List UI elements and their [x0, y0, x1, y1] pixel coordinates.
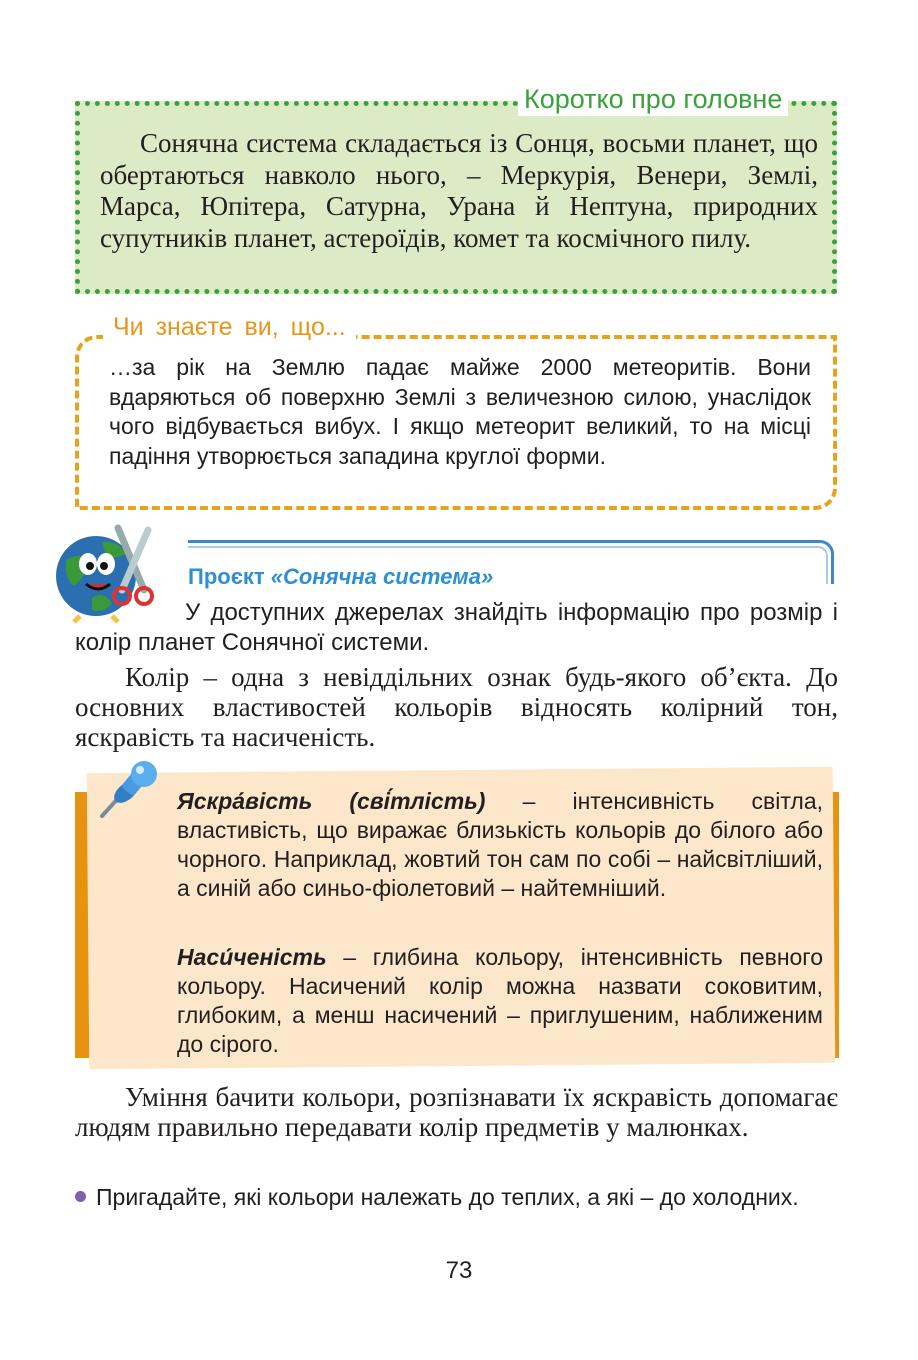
skill-paragraph: Уміння бачити кольори, розпізнавати їх яскравість допомагає людям правильно передавати колір предметів у малюнках.	[75, 1082, 838, 1142]
project-name: «Сонячна система»	[270, 564, 494, 589]
definition-brightness-text: – інтенсивність світла, властивість, що виражає близькість кольорів до білого або чорного. Наприклад, жовтий тон сам по собі – найсвітліший, а синій або синьо-фіолетовий – найтемніший.	[177, 788, 824, 901]
pushpin-icon	[96, 758, 162, 820]
project-heading	[188, 563, 493, 591]
project-label: Проєкт	[188, 564, 265, 589]
definition-saturation	[177, 943, 823, 1059]
summary-title: Коротко про головне	[518, 82, 788, 116]
definition-brightness	[177, 787, 823, 903]
fact-box	[75, 335, 837, 510]
color-paragraph: Колір – одна з невіддільних ознак будь-якого об’єкта. До основних властивостей кольорів відносять колірний тон, яскравість та насиченість.	[75, 662, 838, 752]
definition-saturation-text: – глибина кольору, інтенсивність певного кольору. Насичений колір можна назвати соковитим, глибоким, а менш насичений – приглушеним, наближеним до сірого.	[177, 944, 823, 1057]
summary-box	[75, 101, 837, 294]
project-text: У доступних джерелах знайдіть інформацію про розмір і колір планет Сонячної системи.	[75, 599, 838, 656]
summary-text: Сонячна система складається із Сонця, восьми планет, що обертаються навколо нього, – Меркурія, Венери, Землі, Марса, Юпітера, Сатурна, Урана й Нептуна, природних супутників планет, астероїдів, комет та космічного пилу.	[100, 128, 818, 253]
bullet-dot-icon	[75, 1191, 86, 1202]
fact-title: Чи знаєте ви, що...	[103, 311, 356, 343]
bullet-question: Пригадайте, які кольори належать до теплих, а які – до холодних.	[96, 1184, 799, 1210]
fact-text: …за рік на Землю падає майже 2000 метеоритів. Вони вдаряються об поверхню Землі з величезною силою, унаслідок чого відбувається вибух. І якщо метеорит великий, то на місці падіння утворюється западина круглої форми.	[109, 354, 811, 469]
page-number: 73	[445, 1257, 473, 1284]
term-saturation: Наси́ченість	[177, 944, 327, 970]
term-brightness: Яскра́вість (сві́тлість)	[177, 788, 486, 814]
